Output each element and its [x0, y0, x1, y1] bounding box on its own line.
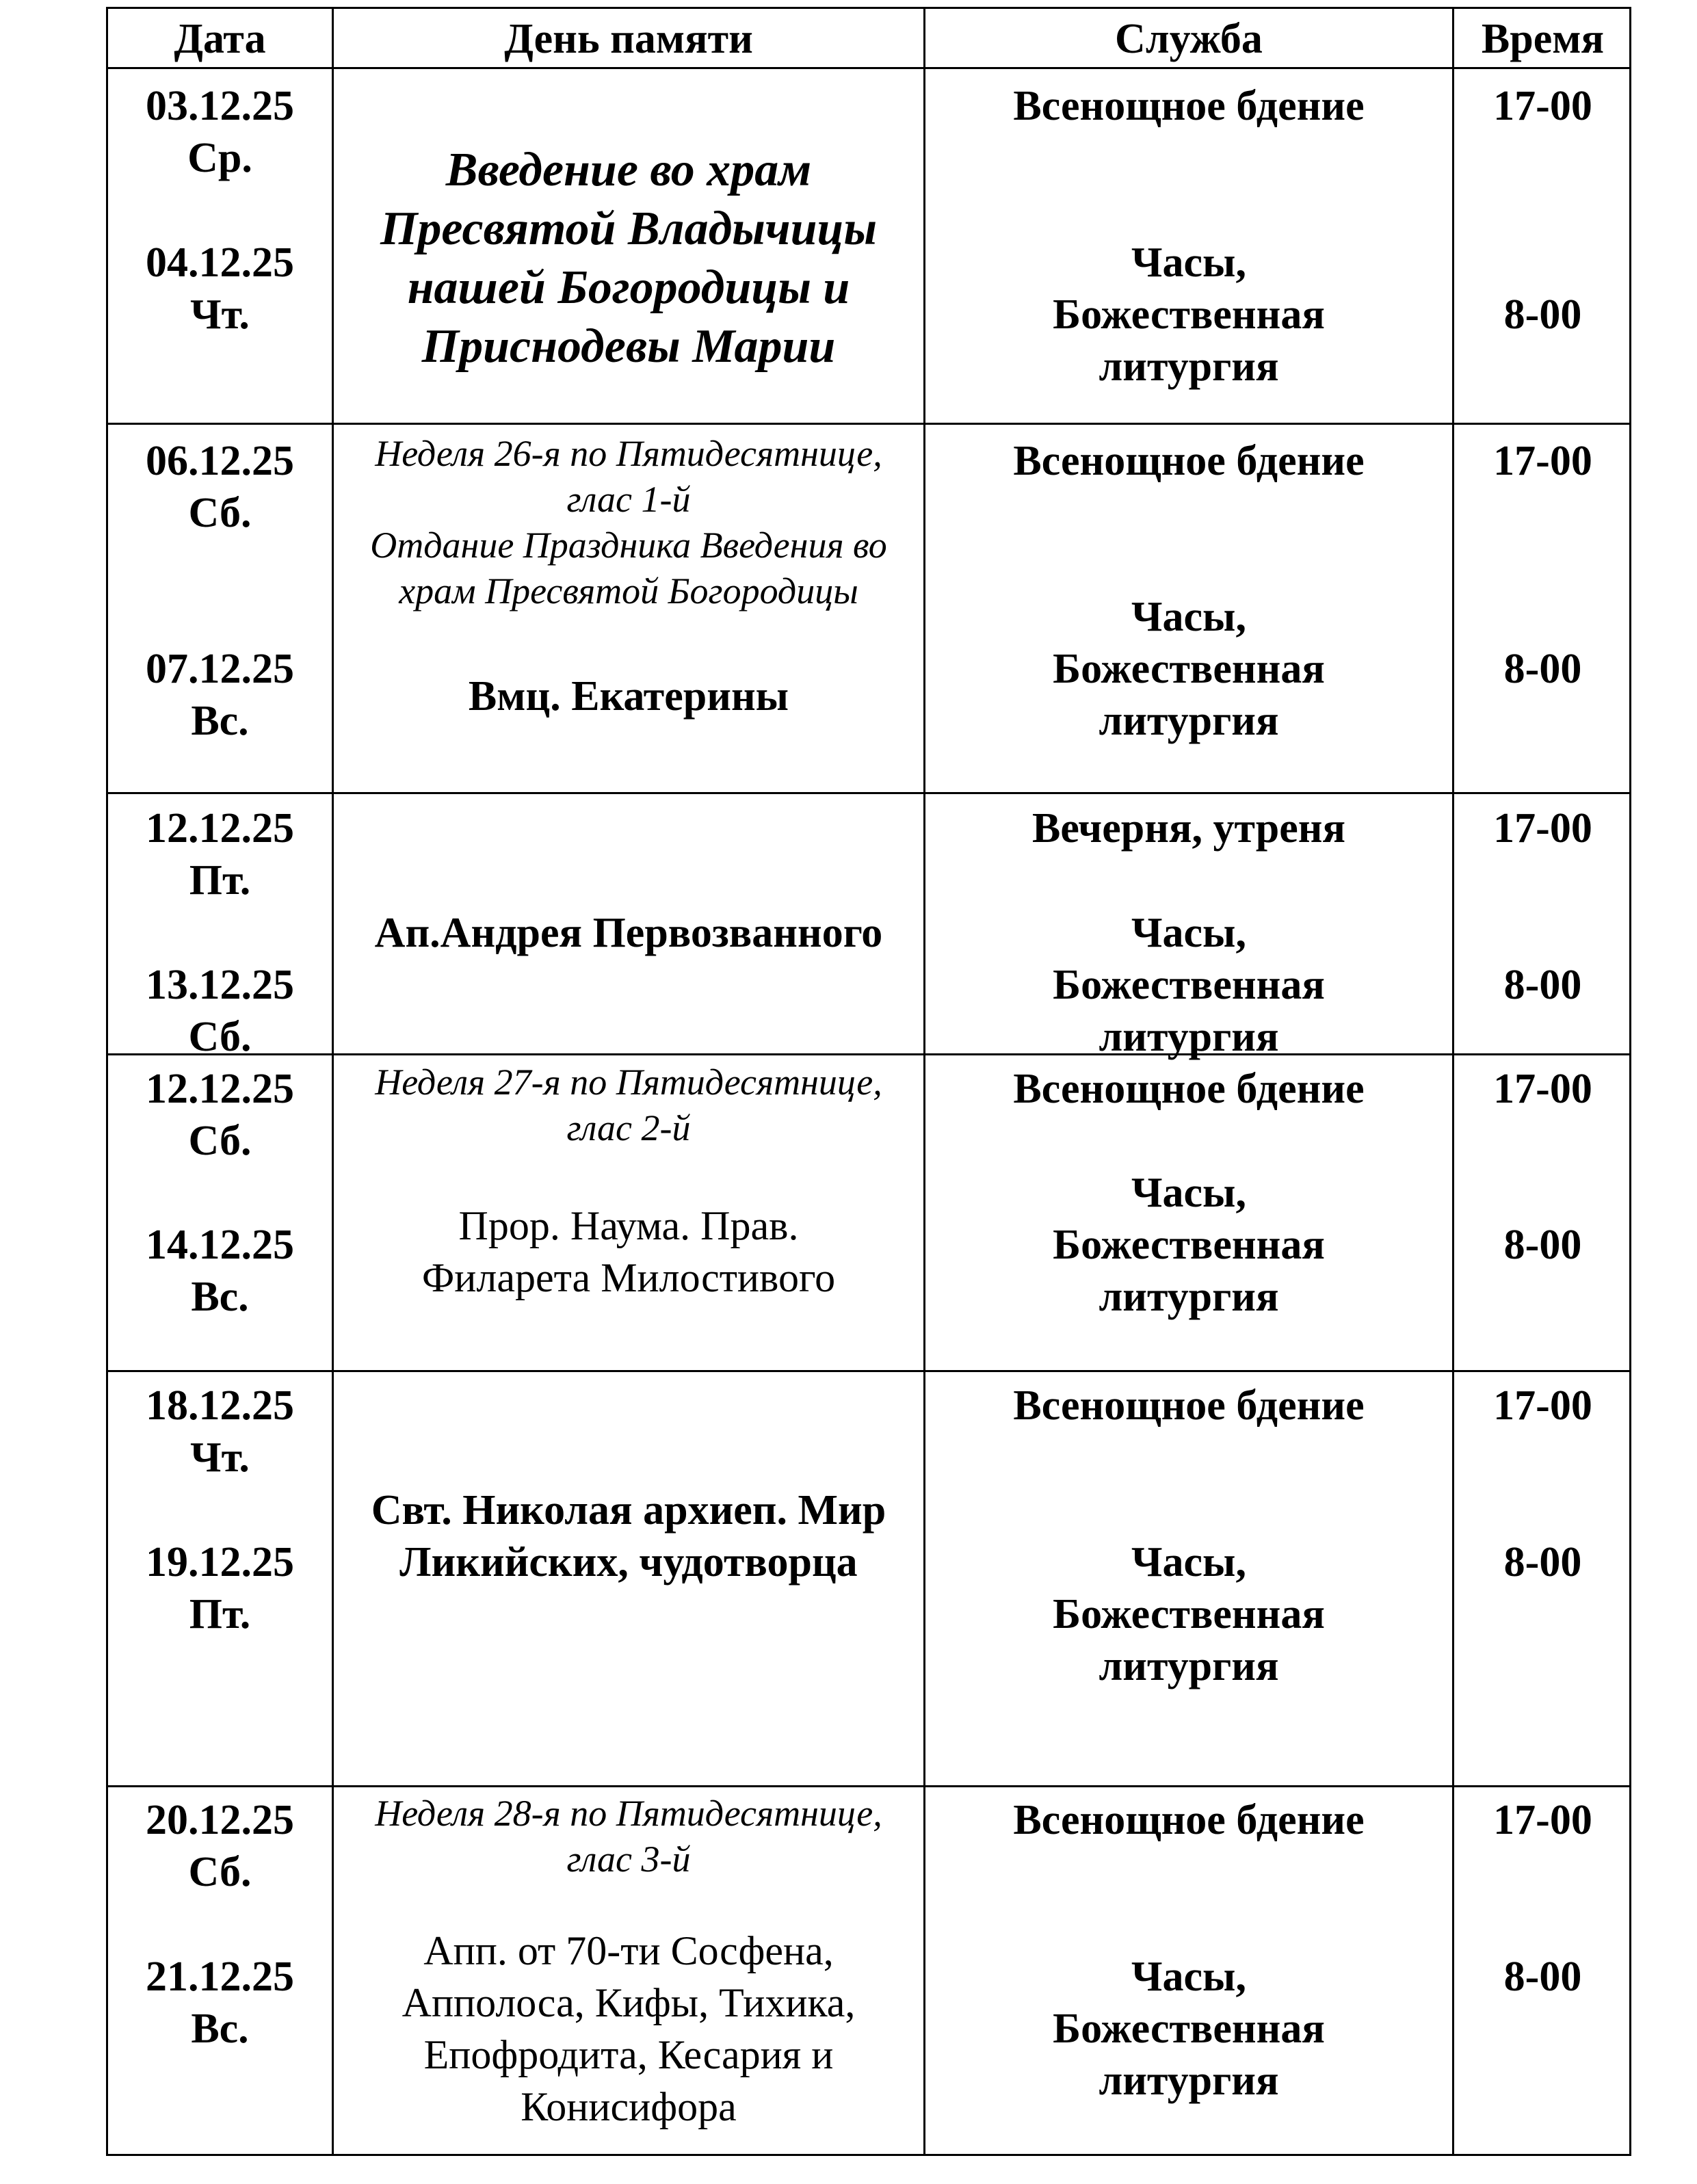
weekday-2: Вс.	[191, 2005, 249, 2052]
saint-name-line: Прор. Наума. Прав.	[458, 1203, 799, 1248]
date-2: 14.12.25	[146, 1222, 294, 1268]
date-1: 20.12.25	[146, 1797, 294, 1843]
time-morning: 8-00	[1503, 1953, 1582, 2000]
date-2: 07.12.25	[146, 646, 294, 692]
header-time: Время	[1481, 16, 1605, 62]
time-evening: 17-00	[1493, 1066, 1592, 1112]
service-morning-line: Часы,	[1131, 1953, 1246, 2000]
service-evening: Всенощное бдение	[1013, 1797, 1365, 1843]
saint-name: Вмц. Екатерины	[468, 673, 789, 720]
row-divider	[108, 1785, 1629, 1787]
weekday-1: Сб.	[188, 1849, 252, 1895]
time-morning: 8-00	[1503, 1539, 1582, 1586]
weekday-2: Вс.	[191, 698, 249, 744]
service-morning-line: Часы,	[1131, 1539, 1246, 1586]
weekday-1: Пт.	[189, 857, 251, 904]
weekday-2: Пт.	[189, 1591, 251, 1637]
time-morning: 8-00	[1503, 962, 1582, 1008]
service-morning-line: Божественная	[1053, 646, 1325, 692]
service-morning-line: литургия	[1099, 343, 1279, 390]
service-morning-line: Божественная	[1053, 2005, 1325, 2052]
feast-title-line: Приснодевы Марии	[421, 320, 836, 373]
weekday-1: Сб.	[188, 1118, 252, 1164]
date-2: 13.12.25	[146, 962, 294, 1008]
date-1: 12.12.25	[146, 1066, 294, 1112]
header-service: Служба	[1115, 16, 1263, 62]
row-divider	[108, 67, 1629, 69]
date-1: 06.12.25	[146, 438, 294, 484]
service-morning-line: Божественная	[1053, 291, 1325, 338]
date-2: 04.12.25	[146, 239, 294, 286]
time-morning: 8-00	[1503, 646, 1582, 692]
date-2: 21.12.25	[146, 1953, 294, 2000]
date-1: 18.12.25	[146, 1382, 294, 1429]
service-morning-line: Часы,	[1131, 910, 1246, 956]
sunday-note-line: храм Пресвятой Богородицы	[399, 570, 858, 611]
sunday-note-line: Неделя 28-я по Пятидесятнице,	[375, 1793, 882, 1834]
feast-title-line: нашей Богородицы и	[407, 261, 850, 314]
header-date: Дата	[174, 16, 266, 62]
weekday-2: Чт.	[190, 291, 250, 338]
saint-name-line: Апп. от 70-ти Сосфена,	[423, 1928, 834, 1973]
date-1: 03.12.25	[146, 83, 294, 129]
saint-name-line: Конисифора	[521, 2084, 737, 2129]
service-morning-line: Часы,	[1131, 1170, 1246, 1216]
service-morning-line: Часы,	[1131, 239, 1246, 286]
saint-name-line: Ликийских, чудотворца	[399, 1539, 858, 1586]
header-memory: День памяти	[504, 16, 753, 62]
service-evening: Всенощное бдение	[1013, 83, 1365, 129]
weekday-2: Вс.	[191, 1274, 249, 1320]
time-evening: 17-00	[1493, 805, 1592, 852]
time-morning: 8-00	[1503, 291, 1582, 338]
service-morning-line: Божественная	[1053, 1222, 1325, 1268]
sunday-note-line: Отдание Праздника Введения во	[370, 525, 887, 566]
sunday-note-line: Неделя 26-я по Пятидесятнице,	[375, 433, 882, 474]
saint-name-line: Свт. Николая архиеп. Мир	[371, 1487, 886, 1534]
service-evening: Всенощное бдение	[1013, 438, 1365, 484]
service-morning-line: Божественная	[1053, 1591, 1325, 1637]
sunday-note-line: глас 3-й	[566, 1839, 691, 1880]
sunday-note-line: Неделя 27-я по Пятидесятнице,	[375, 1062, 882, 1103]
service-evening: Всенощное бдение	[1013, 1066, 1365, 1112]
service-evening: Всенощное бдение	[1013, 1382, 1365, 1429]
time-evening: 17-00	[1493, 1797, 1592, 1843]
schedule-table	[106, 7, 1631, 2156]
saint-name: Ап.Андрея Первозванного	[374, 910, 883, 956]
weekday-1: Сб.	[188, 490, 252, 536]
row-divider	[108, 1370, 1629, 1372]
saint-name-line: Епофродита, Кесария и	[423, 2032, 834, 2077]
service-morning-line: Часы,	[1131, 594, 1246, 640]
service-evening: Вечерня, утреня	[1031, 805, 1346, 852]
service-morning-line: литургия	[1099, 1014, 1279, 1060]
weekday-1: Ср.	[187, 135, 252, 181]
service-morning-line: литургия	[1099, 2057, 1279, 2104]
feast-title-line: Введение во храм	[445, 144, 812, 196]
time-morning: 8-00	[1503, 1222, 1582, 1268]
feast-title-line: Пресвятой Владычицы	[380, 202, 878, 255]
service-morning-line: литургия	[1099, 1274, 1279, 1320]
time-evening: 17-00	[1493, 438, 1592, 484]
service-morning-line: литургия	[1099, 1643, 1279, 1689]
row-divider	[108, 792, 1629, 794]
sunday-note-line: глас 2-й	[566, 1107, 691, 1148]
date-1: 12.12.25	[146, 805, 294, 852]
weekday-2: Сб.	[188, 1014, 252, 1060]
service-morning-line: литургия	[1099, 698, 1279, 744]
saint-name-line: Апполоса, Кифы, Тихика,	[402, 1980, 856, 2025]
saint-name-line: Филарета Милостивого	[421, 1255, 836, 1300]
time-evening: 17-00	[1493, 1382, 1592, 1429]
row-divider	[108, 423, 1629, 425]
sunday-note-line: глас 1-й	[566, 479, 691, 520]
date-2: 19.12.25	[146, 1539, 294, 1586]
time-evening: 17-00	[1493, 83, 1592, 129]
service-morning-line: Божественная	[1053, 962, 1325, 1008]
weekday-1: Чт.	[190, 1434, 250, 1481]
